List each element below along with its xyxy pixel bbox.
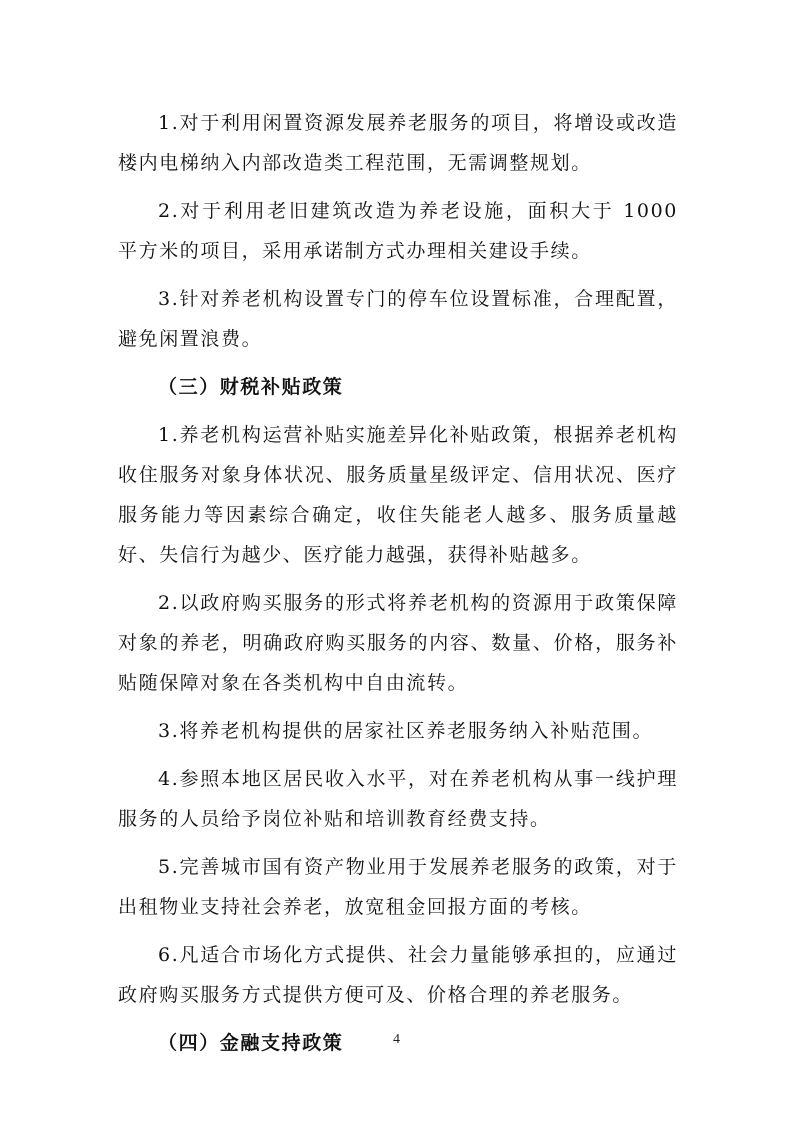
paragraph-3: 3.针对养老机构设置专门的停车位设置标准，合理配置，避免闲置浪费。 <box>118 288 678 350</box>
page-number: 4 <box>393 1032 400 1047</box>
paragraph-9: 6.凡适合市场化方式提供、社会力量能够承担的，应通过政府购买服务方式提供方便可及、价格合理的养老服务。 <box>118 944 678 1006</box>
paragraph-1: 1.对于利用闲置资源发展养老服务的项目，将增设或改造楼内电梯纳入内部改造类工程范围，无需调整规划。 <box>118 112 678 174</box>
paragraph-2: 2.对于利用老旧建筑改造为养老设施，面积大于 1000 平方米的项目，采用承诺制方式办理相关建设手续。 <box>118 200 678 262</box>
paragraph-7: 4.参照本地区居民收入水平，对在养老机构从事一线护理服务的人员给予岗位补贴和培训教育经费支持。 <box>118 768 678 830</box>
section-heading-4: （四）金融支持政策 <box>158 1032 344 1054</box>
paragraph-8: 5.完善城市国有资产物业用于发展养老服务的政策，对于出租物业支持社会养老，放宽租金回报方面的考核。 <box>118 856 678 918</box>
document-body <box>118 103 678 1071</box>
paragraph-6: 3.将养老机构提供的居家社区养老服务纳入补贴范围。 <box>158 720 654 742</box>
section-heading-3: （三）财税补贴政策 <box>158 376 344 398</box>
paragraph-5: 2.以政府购买服务的形式将养老机构的资源用于政策保障对象的养老，明确政府购买服务的内容、数量、价格，服务补贴随保障对象在各类机构中自由流转。 <box>118 592 678 694</box>
paragraph-4: 1.养老机构运营补贴实施差异化补贴政策，根据养老机构收住服务对象身体状况、服务质量星级评定、信用状况、医疗服务能力等因素综合确定，收住失能老人越多、服务质量越好、失信行为越少、医疗能力越强，获得补贴越多。 <box>118 424 678 566</box>
